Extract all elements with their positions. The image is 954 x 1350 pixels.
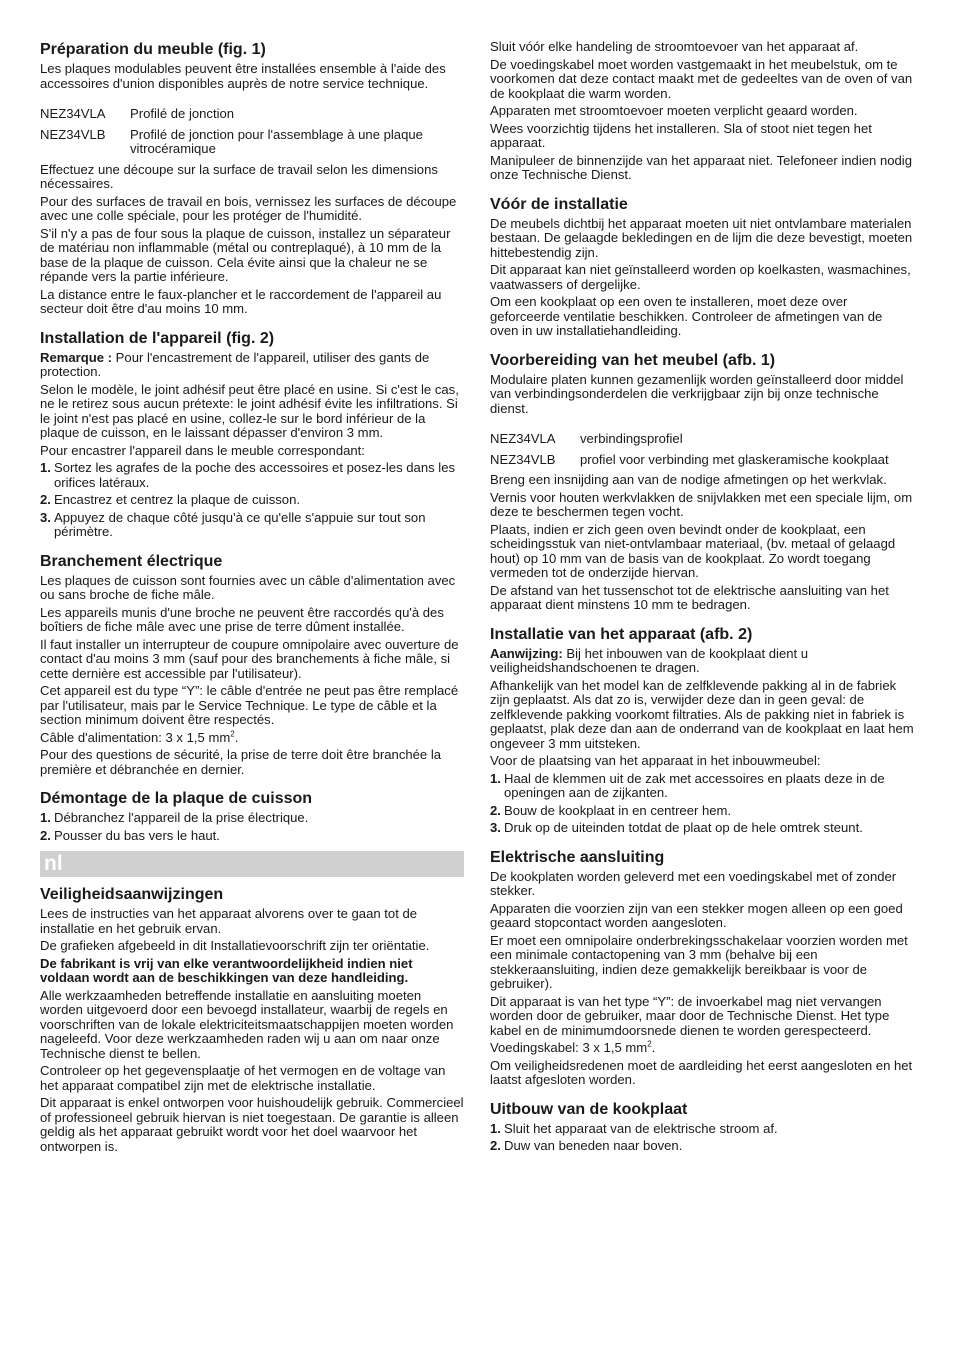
paragraph: Il faut installer un interrupteur de coupure omnipolaire avec ouverture de contact d'au moins 3 mm (sauf pour des branchements à fiche mâle, si cette dernière est accessible par l'utilisateur).: [40, 636, 459, 681]
list-item: [490, 1139, 914, 1154]
paragraph: Controleer op het gegevensplaatje of het vermogen en de voltage van het apparaat compatibel zijn met de elektrische installatie.: [40, 1063, 446, 1093]
steps-list: [490, 772, 914, 836]
step-text: Encastrez et centrez la plaque de cuisson.: [54, 492, 301, 507]
remark-text: Pour l'encastrement de l'appareil, utiliser des gants de protection.: [40, 349, 430, 379]
step-text: Sluit het apparaat van de elektrische stroom af.: [504, 1120, 778, 1136]
accessory-code: NEZ34VLB: [40, 126, 106, 142]
step-text: Sortez les agrafes de la poche des accessoires et posez-les dans les orifices latéraux.: [54, 460, 456, 490]
paragraph: Pour des questions de sécurité, la prise de terre doit être branchée la première et débranchée en dernier.: [40, 747, 442, 777]
paragraph: Om veiligheidsredenen moet de aardleiding het eerst aangesloten en het laatst afgesloten worden.: [490, 1057, 913, 1087]
step-text: Pousser du bas vers le haut.: [54, 827, 220, 843]
accessory-list: [490, 432, 914, 467]
accessory-code: NEZ34VLA: [490, 431, 556, 446]
steps-list: [490, 1122, 914, 1154]
step-number: 1.: [40, 810, 51, 825]
accessory-row: [490, 432, 914, 447]
paragraph: Breng een insnijding aan van de nodige afmetingen op het werkvlak.: [490, 472, 887, 487]
accessory-desc: profiel voor verbinding met glaskeramische kookplaat: [580, 451, 889, 467]
section-heading-safety-nl: Veiligheidsaanwijzingen: [40, 886, 224, 903]
paragraph: Plaats, indien er zich geen oven bevindt onder de kookplaat, een scheidingsstuk van niet-ontvlambaar materiaal, (bv. metaal of gelaagd hout) op 10 mm van de basis van de kookplaat. Zo wordt toegang vermeden tot de onderzijde hiervan.: [490, 521, 896, 580]
paragraph: Apparaten die voorzien zijn van een stekker mogen alleen op een goed geaard stopcontact worden aangesloten.: [490, 900, 903, 930]
paragraph: Dit apparaat is van het type “Y”: de invoerkabel mag niet vervangen worden door de gebruiker, maar door de Technische Dienst. Het type kabel en de minimumdoorsnede dienen te worden gerespecteerd.: [490, 993, 890, 1038]
paragraph: Les plaques de cuisson sont fournies avec un câble d'alimentation avec ou sans broche de fiche mâle.: [40, 572, 456, 602]
paragraph: De meubels dichtbij het apparaat moeten uit niet ontvlambare materialen bestaan. De gelaagde bekledingen en de lijm die deze bevestigt, moeten hittebestendig zijn.: [490, 215, 913, 260]
left-column: [40, 40, 464, 1157]
paragraph: Pour encastrer l'appareil dans le meuble correspondant:: [40, 442, 365, 458]
cable-spec-text: Voedingskabel: 3 x 1,5 mm: [490, 1040, 648, 1055]
right-column: [490, 40, 914, 1157]
paragraph: Wees voorzichtig tijdens het installeren. Sla of stoot niet tegen het apparaat.: [490, 120, 872, 150]
list-item: [490, 772, 914, 801]
step-number: 2.: [40, 827, 51, 843]
paragraph: Afhankelijk van het model kan de zelfklevende pakking al in de fabriek zijn geplaatst. Als dat zo is, verwijder deze dan in geen geval: de zelfklevende pakking voorkomt filtraties. Als de pakking niet in fabriek is geplaatst, plak deze dan aan de onderrand van de kookplaat en laat hem ongeveer 3 mm uitsteken.: [490, 677, 914, 751]
accessory-row: [40, 128, 464, 157]
language-code: nl: [44, 852, 63, 875]
paragraph: De kookplaten worden geleverd met een voedingskabel met of zonder stekker.: [490, 868, 897, 898]
remark-label: Remarque :: [40, 349, 113, 365]
paragraph: Alle werkzaamheden betreffende installatie en aansluiting moeten worden uitgevoerd door een bevoegd installateur, waarbij de regels en voorschriften van de lokale elektriciteitsmaatschappijen moeten worden nageleefd. Voor deze werkzaamheden raden wij u aan om naar onze Technische dienst te bellen.: [40, 987, 454, 1061]
step-number: 2.: [490, 802, 501, 818]
list-item: [40, 511, 464, 540]
paragraph: De voedingskabel moet worden vastgemaakt in het meubelstuk, om te voorkomen dat deze contact maakt met de gedeeltes van de oven of van de kookplaat die warm worden.: [490, 56, 913, 101]
paragraph: Selon le modèle, le joint adhésif peut être placé en usine. Si c'est le cas, ne le retirez sous aucun prétexte: le joint adhésif évite les infiltrations. Si le joint n'est pas placé en usine, collez-le sur le bord inférieur de la plaque de cuisson, en le laissant dépasser d'environ 3 mm.: [40, 381, 459, 440]
paragraph: Cet appareil est du type “Y”: le câble d'entrée ne peut pas être remplacé par l'utilisateur, mais par le Service Technique. Le type de câble et la section minimum doivent être respectés.: [40, 683, 459, 727]
step-text: Duw van beneden naar boven.: [504, 1138, 683, 1153]
step-number: 2.: [40, 492, 51, 507]
paragraph: Vernis voor houten werkvlakken de snijvlakken met een speciale lijm, om deze te beschermen tegen vocht.: [490, 489, 913, 519]
section-heading-removal-fr: Démontage de la plaque de cuisson: [40, 790, 313, 807]
section-heading-removal-nl: Uitbouw van de kookplaat: [490, 1100, 688, 1118]
accessory-row: [490, 453, 914, 468]
paragraph: Om een kookplaat op een oven te installeren, moet deze over geforceerde ventilatie beschikken. Controleer de afmetingen van de oven in uw installatiehandleiding.: [490, 294, 883, 338]
paragraph: De grafieken afgebeeld in dit Installatievoorschrift zijn ter oriëntatie.: [40, 938, 430, 953]
step-number: 1.: [490, 1120, 501, 1136]
cable-spec: [40, 731, 464, 746]
paragraph: Modulaire platen kunnen gezamenlijk worden geïnstalleerd door middel van verbindingsonderdelen die verkrijgbaar zijn bij onze technische dienst.: [490, 371, 904, 416]
list-item: [40, 829, 464, 844]
paragraph: Manipuleer de binnenzijde van het apparaat niet. Telefoneer indien nodig onze Technische Dienst.: [490, 152, 912, 182]
accessory-desc: verbindingsprofiel: [580, 431, 683, 446]
section-heading-install-nl: Installatie van het apparaat (afb. 2): [490, 625, 753, 643]
list-item: [490, 1122, 914, 1137]
cable-spec: [490, 1041, 914, 1056]
paragraph: S'il n'y a pas de four sous la plaque de cuisson, installez un séparateur de matériau non inflammable (métal ou contreplaqué), à 10 mm de la base de la plaque de cuisson. Cela évite ainsi que la chaleur ne se répande vers la partie inférieure.: [40, 225, 451, 284]
remark-label: Aanwijzing:: [490, 645, 563, 661]
list-item: [40, 461, 464, 490]
superscript: 2: [647, 1039, 652, 1049]
section-heading-electric-fr: Branchement électrique: [40, 552, 223, 570]
paragraph: Er moet een omnipolaire onderbrekingsschakelaar voorzien worden met een minimale contactopening van 3 mm (behalve bij een stekkeraansluiting, indien deze gemakkelijk bereikbaar is voor de gebruiker).: [490, 932, 908, 991]
accessory-code: NEZ34VLB: [490, 451, 556, 467]
list-item: [490, 821, 914, 836]
language-bar: [40, 851, 464, 877]
accessory-desc: Profilé de jonction: [130, 106, 235, 121]
section-heading-electric-nl: Elektrische aansluiting: [490, 848, 665, 866]
paragraph: Sluit vóór elke handeling de stroomtoevoer van het apparaat af.: [490, 39, 859, 54]
paragraph: La distance entre le faux-plancher et le raccordement de l'appareil au secteur doit être d'au moins 10 mm.: [40, 286, 442, 316]
cable-spec-end: .: [234, 729, 239, 745]
accessory-code: NEZ34VLA: [40, 106, 106, 121]
step-text: Débranchez l'appareil de la prise électrique.: [54, 810, 309, 825]
cable-spec-end: .: [651, 1040, 656, 1055]
step-number: 2.: [490, 1138, 501, 1153]
cable-spec-text: Câble d'alimentation: 3 x 1,5 mm: [40, 729, 231, 745]
paragraph: Lees de instructies van het apparaat alvorens over te gaan tot de installatie en het gebruik ervan.: [40, 906, 418, 936]
remark-paragraph: [40, 351, 464, 380]
paragraph: Les plaques modulables peuvent être installées ensemble à l'aide des accessoires d'union disponibles auprès de notre service technique.: [40, 61, 446, 91]
bold-paragraph: De fabrikant is vrij van elke verantwoordelijkheid indien niet voldaan wordt aan de beschikkingen van deze handleiding.: [40, 955, 413, 985]
steps-list: [40, 811, 464, 843]
step-text: Appuyez de chaque côté jusqu'à ce qu'elle s'appuie sur tout son périmètre.: [54, 509, 426, 539]
list-item: [40, 811, 464, 826]
list-item: [40, 493, 464, 508]
step-text: Druk op de uiteinden totdat de plaat op de hele omtrek steunt.: [504, 820, 863, 835]
step-number: 3.: [40, 509, 51, 525]
accessory-list: [40, 107, 464, 157]
paragraph: Les appareils munis d'une broche ne peuvent être raccordés qu'à des boîtiers de fiche mâle avec une prise de terre dûment installée.: [40, 604, 444, 634]
paragraph: Voor de plaatsing van het apparaat in het inbouwmeubel:: [490, 753, 821, 768]
steps-list: [40, 461, 464, 540]
section-heading-prep-fr: Préparation du meuble (fig. 1): [40, 41, 266, 58]
paragraph: Dit apparaat kan niet geïnstalleerd worden op koelkasten, wasmachines, vaatwassers of dergelijke.: [490, 262, 911, 292]
section-heading-prep-nl: Voorbereiding van het meubel (afb. 1): [490, 351, 776, 369]
section-heading-before-nl: Vóór de installatie: [490, 195, 628, 213]
step-number: 3.: [490, 820, 501, 835]
section-heading-install-fr: Installation de l'appareil (fig. 2): [40, 329, 275, 347]
paragraph: Pour des surfaces de travail en bois, vernissez les surfaces de découpe avec une colle spéciale, pour les protéger de l'humidité.: [40, 193, 457, 223]
list-item: [490, 804, 914, 819]
paragraph: Dit apparaat is enkel ontworpen voor huishoudelijk gebruik. Commercieel of professioneel gebruik hiervan is niet toegestaan. De garantie is alleen geldig als het apparaat gebruikt wordt voor het doel waarvoor het ontworpen is.: [40, 1095, 464, 1154]
step-number: 1.: [490, 770, 501, 786]
step-number: 1.: [40, 460, 51, 475]
remark-text: Bij het inbouwen van de kookplaat dient u veiligheidshandschoenen te dragen.: [490, 645, 809, 675]
accessory-row: [40, 107, 464, 122]
step-text: Haal de klemmen uit de zak met accessoires en plaats deze in de openingen aan de zijkanten.: [504, 770, 885, 800]
step-text: Bouw de kookplaat in en centreer hem.: [504, 802, 732, 818]
paragraph: De afstand van het tussenschot tot de elektrische aansluiting van het apparaat dient minstens 10 mm te bedragen.: [490, 582, 889, 612]
remark-paragraph: [490, 647, 914, 676]
superscript: 2: [230, 729, 235, 739]
paragraph: Apparaten met stroomtoevoer moeten verplicht geaard worden.: [490, 103, 858, 118]
paragraph: Effectuez une découpe sur la surface de travail selon les dimensions nécessaires.: [40, 161, 438, 191]
accessory-desc: Profilé de jonction pour l'assemblage à une plaque vitrocéramique: [130, 126, 423, 156]
